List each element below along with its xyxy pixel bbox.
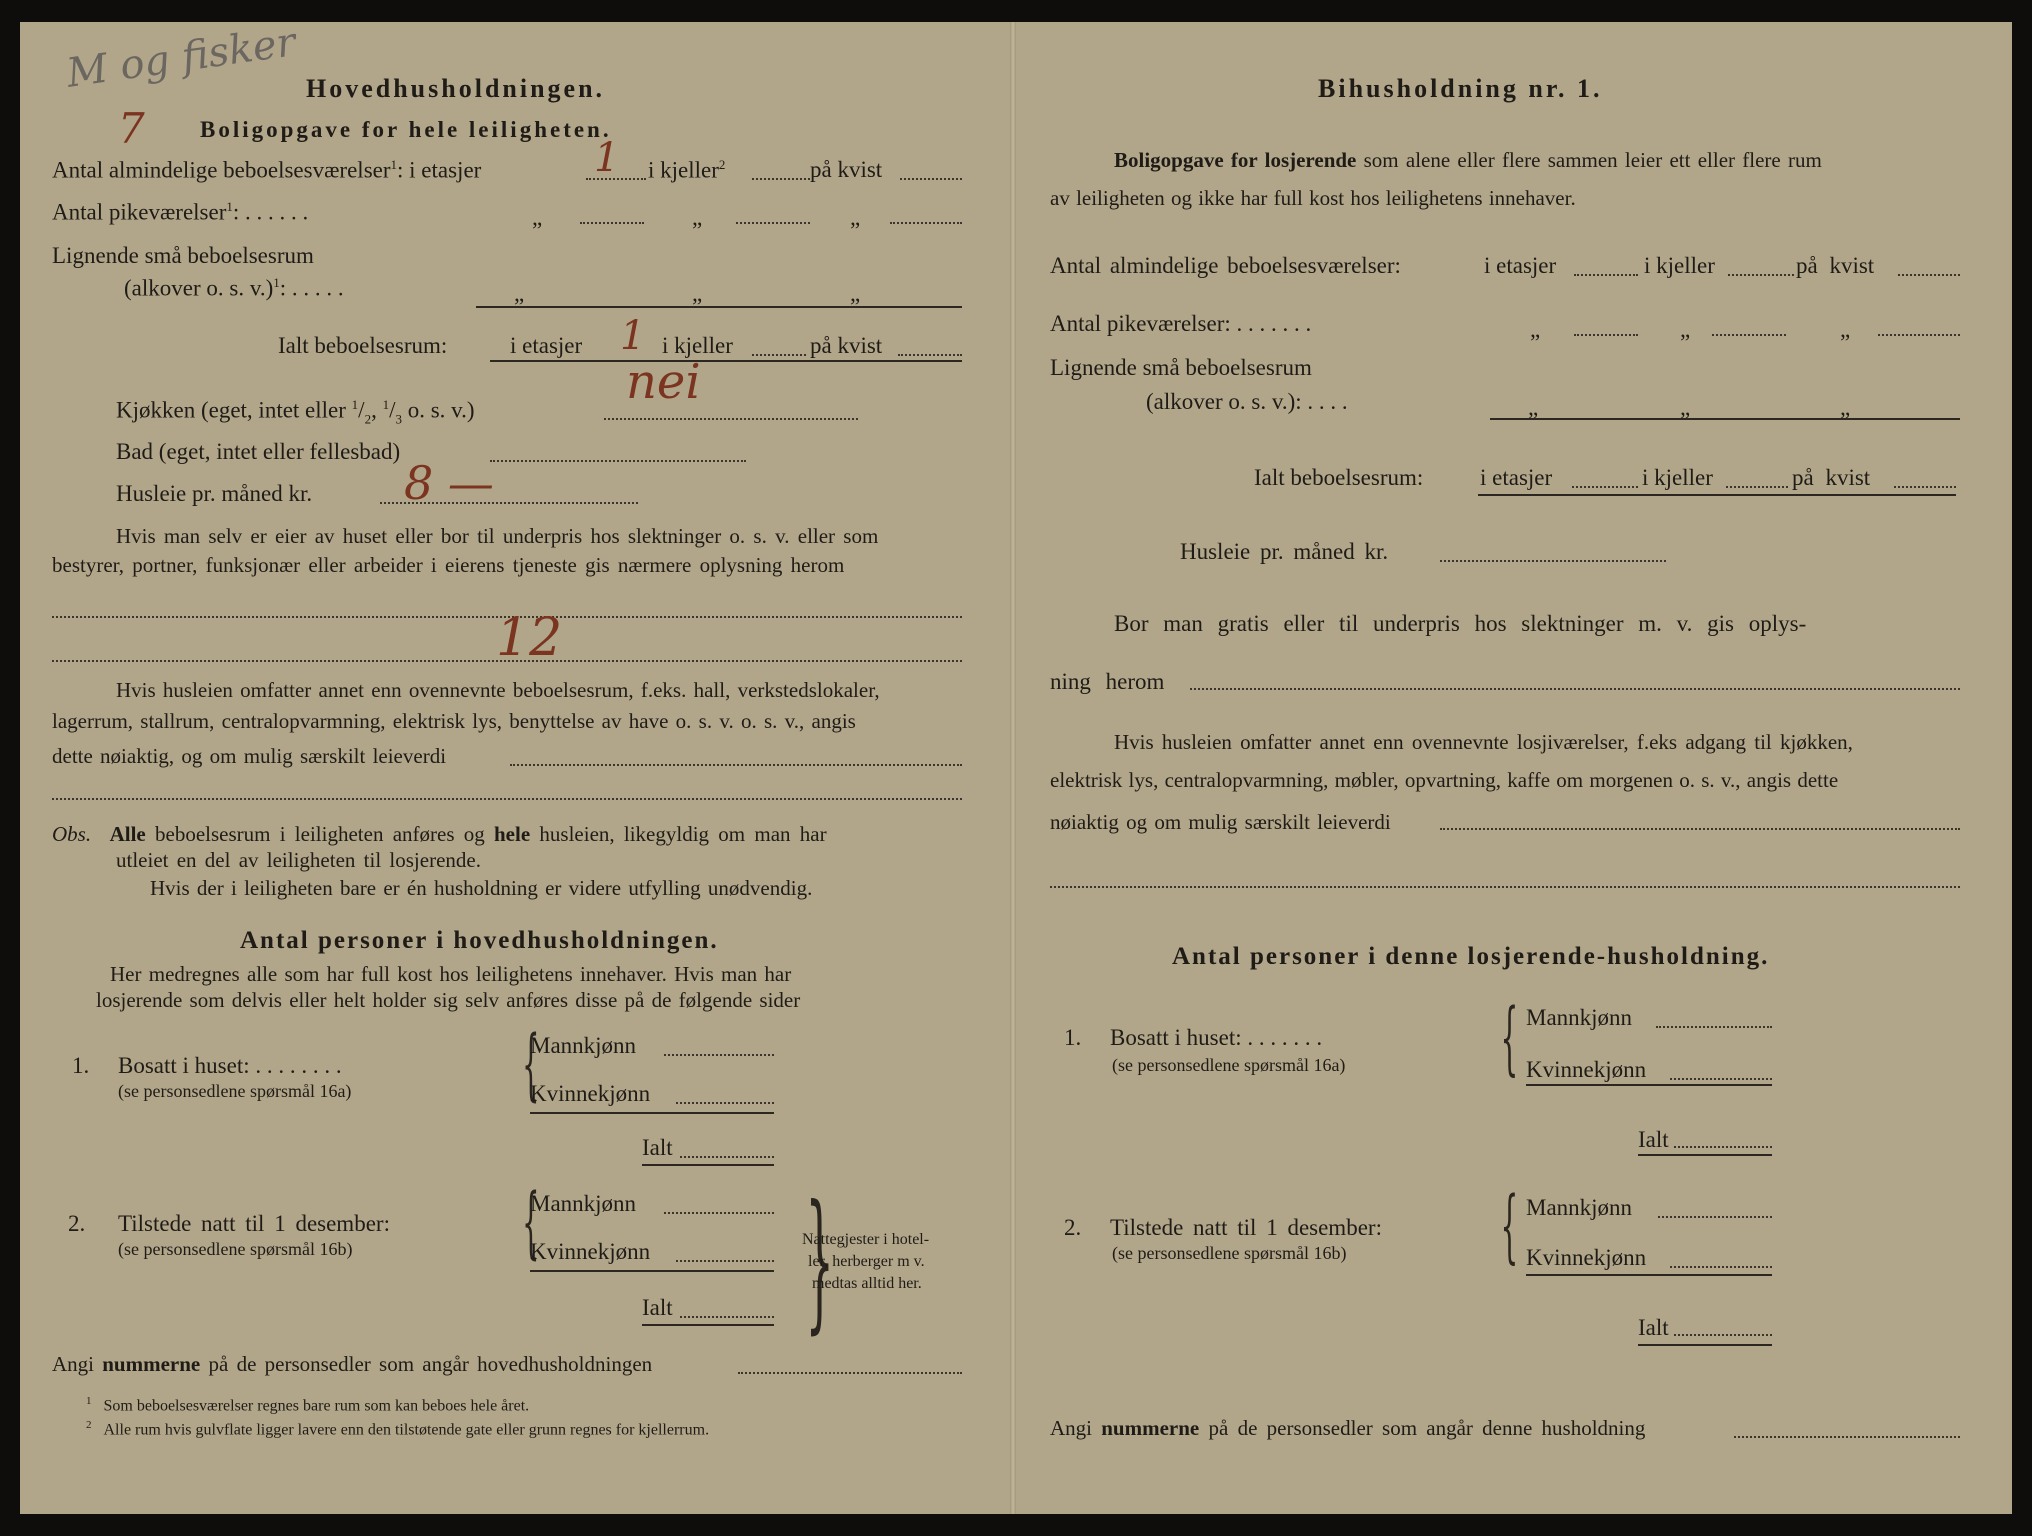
r-small-rooms-sublabel: (alkover o. s. v.): . . . . xyxy=(1146,389,1348,414)
r-q1-male-label: Mannkjønn xyxy=(1526,1005,1633,1030)
q2-male-line[interactable] xyxy=(664,1212,774,1214)
r-maid-line-3[interactable] xyxy=(1878,334,1960,336)
night-guests-brace: } xyxy=(805,1174,835,1348)
ditto-mark: „ xyxy=(692,281,703,306)
r-small-rooms-line[interactable] xyxy=(1490,418,1960,420)
q2-total-underline xyxy=(642,1324,774,1326)
r-q1-female-label: Kvinnekjønn xyxy=(1526,1057,1647,1082)
rent-value: 8 — xyxy=(404,456,494,510)
r-persons-title: Antal personer i denne losjerende-husholdning. xyxy=(1172,943,1770,970)
r-rent-label: Husleie pr. måned kr. xyxy=(1180,539,1389,564)
total-rooms-label: Ialt beboelsesrum: xyxy=(278,333,448,358)
q2-sublabel: (se personsedlene spørsmål 16b) xyxy=(118,1239,353,1259)
q2-female-underline xyxy=(530,1270,774,1272)
left-numbers-line[interactable] xyxy=(738,1372,962,1374)
lodger-intro-line-1: Boligopgave for losjerende som alene eller flere sammen leier ett eller flere rum xyxy=(1114,148,1822,172)
r-q1-total-underline xyxy=(1638,1154,1772,1156)
q2-female-line[interactable] xyxy=(676,1260,774,1262)
maid-rooms-line-3[interactable] xyxy=(890,222,962,224)
q2-label: Tilstede natt til 1 desember: xyxy=(118,1211,390,1236)
r-q2-male-label: Mannkjønn xyxy=(1526,1195,1633,1220)
ditto-mark: „ xyxy=(692,205,703,230)
q1-male-label: Mannkjønn xyxy=(530,1033,637,1058)
total-etasjer-label: i etasjer xyxy=(510,333,583,358)
q1-female-underline xyxy=(530,1112,774,1114)
lodger-intro-line-2: av leiligheten og ikke har full kost hos leilighetens innehaver. xyxy=(1050,186,1576,210)
footnote-1: $^1$ Som beboelsesværelser regnes bare rum som kan beboes hele året. xyxy=(86,1395,530,1415)
r-rooms-label: Antal almindelige beboelsesværelser: xyxy=(1050,253,1401,278)
r-q2-male-line[interactable] xyxy=(1658,1216,1772,1218)
right-numbers-label: Angi nummerne på de personsedler som angår denne husholdning xyxy=(1050,1416,1646,1440)
rooms-kjeller-label: i kjeller$^2$ xyxy=(648,157,726,183)
r-total-etasjer-line[interactable] xyxy=(1572,486,1638,488)
r-rent-line[interactable] xyxy=(1440,560,1666,562)
r-rent-includes-line-a[interactable] xyxy=(1440,828,1960,830)
r-rent-includes-line-3: nøiaktig og om mulig særskilt leieverdi xyxy=(1050,810,1391,834)
q1-label: Bosatt i huset: . . . . . . . . xyxy=(118,1053,342,1078)
r-maid-line-1[interactable] xyxy=(1574,334,1638,336)
rent-includes-line-3: dette nøiaktig, og om mulig særskilt leieverdi xyxy=(52,744,447,768)
main-household-title: Hovedhusholdningen. xyxy=(306,74,606,103)
r-rooms-etasjer-line[interactable] xyxy=(1574,274,1638,276)
total-kvist-label: på kvist xyxy=(810,333,883,358)
r-q2-total-label: Ialt xyxy=(1638,1315,1669,1340)
r-q1-number: 1. xyxy=(1064,1025,1082,1050)
r-rooms-kjeller-line[interactable] xyxy=(1728,274,1794,276)
r-q1-label: Bosatt i huset: . . . . . . . xyxy=(1110,1025,1323,1050)
q1-sublabel: (se personsedlene spørsmål 16a) xyxy=(118,1081,352,1101)
total-rooms-underline xyxy=(490,360,962,362)
main-household-subtitle: Boligopgave for hele leiligheten. xyxy=(200,117,612,142)
q2-total-line[interactable] xyxy=(680,1316,774,1318)
q2-brace: { xyxy=(522,1178,540,1268)
r-rooms-etasjer-label: i etasjer xyxy=(1484,253,1557,278)
r-total-kvist-line[interactable] xyxy=(1894,486,1956,488)
r-q1-male-line[interactable] xyxy=(1656,1026,1772,1028)
bath-label: Bad (eget, intet eller fellesbad) xyxy=(116,439,401,464)
main-persons-note-1: Her medregnes alle som har full kost hos leilighetens innehaver. Hvis man har xyxy=(110,962,792,986)
rooms-etasjer-value: 1 xyxy=(594,135,620,181)
r-q2-total-underline xyxy=(1638,1344,1772,1346)
q1-total-underline xyxy=(642,1164,774,1166)
q1-total-line[interactable] xyxy=(680,1156,774,1158)
rent-includes-line-1: Hvis husleien omfatter annet enn ovennevnte beboelsesrum, f.eks. hall, verkstedslokaler, xyxy=(116,678,880,702)
total-kvist-line[interactable] xyxy=(898,354,962,356)
bath-line[interactable] xyxy=(490,460,746,462)
r-small-rooms-label: Lignende små beboelsesrum xyxy=(1050,355,1312,380)
owner-info-line-2: bestyrer, portner, funksjonær eller arbeider i eierens tjeneste gis nærmere oplysning herom xyxy=(52,553,845,577)
r-total-kvist-label: på kvist xyxy=(1792,465,1871,490)
ditto-mark: „ xyxy=(532,205,543,230)
kitchen-value: nei xyxy=(626,354,701,410)
obs-line-3: Hvis der i leiligheten bare er én husholdning er videre utfylling unødvendig. xyxy=(150,876,813,900)
kitchen-line[interactable] xyxy=(604,418,858,420)
footnote-2: $^2$ Alle rum hvis gulvflate ligger lavere enn den tilstøtende gate eller grunn regnes for kjellerrum. xyxy=(86,1419,710,1439)
owner-info-line-1: Hvis man selv er eier av huset eller bor til underpris hos slektninger o. s. v. eller som xyxy=(116,524,879,548)
r-q2-total-line[interactable] xyxy=(1674,1334,1772,1336)
page-fold xyxy=(1010,22,1016,1514)
rooms-kvist-line[interactable] xyxy=(900,178,962,180)
ditto-mark: „ xyxy=(1528,395,1539,420)
ditto-mark: „ xyxy=(1530,317,1541,342)
owner-info-line-b[interactable] xyxy=(52,660,962,662)
r-total-underline xyxy=(1478,494,1956,496)
r-rent-includes-line-2: elektrisk lys, centralopvarmning, møbler, opvartning, kaffe om morgenen o. s. v., angis dette xyxy=(1050,768,1839,792)
left-numbers-label: Angi nummerne på de personsedler som angår hovedhusholdningen xyxy=(52,1352,653,1376)
q1-female-line[interactable] xyxy=(676,1102,774,1104)
r-maid-rooms-label: Antal pikeværelser: . . . . . . . xyxy=(1050,311,1312,336)
r-rooms-kvist-line[interactable] xyxy=(1898,274,1960,276)
r-q2-label: Tilstede natt til 1 desember: xyxy=(1110,1215,1382,1240)
small-rooms-line[interactable] xyxy=(476,306,962,308)
main-persons-title: Antal personer i hovedhusholdningen. xyxy=(240,927,719,954)
r-q2-female-underline xyxy=(1526,1274,1772,1276)
r-q1-female-line[interactable] xyxy=(1670,1078,1772,1080)
r-q2-number: 2. xyxy=(1064,1215,1082,1240)
ditto-mark: „ xyxy=(1840,395,1851,420)
r-maid-line-2[interactable] xyxy=(1712,334,1786,336)
total-etasjer-value: 1 xyxy=(620,313,646,359)
rooms-kjeller-line[interactable] xyxy=(752,178,810,180)
owner-info-value: 12 xyxy=(496,608,563,668)
r-rent-includes-line-b[interactable] xyxy=(1050,886,1960,888)
q1-brace: { xyxy=(522,1020,540,1110)
r-q1-sublabel: (se personsedlene spørsmål 16a) xyxy=(1112,1055,1346,1075)
maid-rooms-line-2[interactable] xyxy=(736,222,810,224)
main-persons-note-2: losjerende som delvis eller helt holder sig selv anføres disse på de følgende sider xyxy=(96,988,801,1012)
r-q1-total-line[interactable] xyxy=(1674,1146,1772,1148)
obs-line-1: Obs. Alle beboelsesrum i leiligheten anføres og hele husleien, likegyldig om man har xyxy=(52,822,827,846)
q2-male-label: Mannkjønn xyxy=(530,1191,637,1216)
r-gratis-line-1: Bor man gratis eller til underpris hos slektninger m. v. gis oplys- xyxy=(1114,611,1807,636)
night-guests-note-2: ler, herberger m v. xyxy=(808,1253,925,1270)
r-rooms-kvist-label: på kvist xyxy=(1796,253,1875,278)
r-q1-total-label: Ialt xyxy=(1638,1127,1669,1152)
sub-household-title: Bihusholdning nr. 1. xyxy=(1318,74,1603,103)
ditto-mark: „ xyxy=(1680,317,1691,342)
night-guests-note-3: medtas alltid her. xyxy=(812,1275,922,1292)
total-kjeller-line[interactable] xyxy=(752,354,806,356)
q2-number: 2. xyxy=(68,1211,86,1236)
ditto-mark: „ xyxy=(850,281,861,306)
r-q2-female-line[interactable] xyxy=(1670,1266,1772,1268)
handwritten-number-7: 7 xyxy=(118,104,145,153)
r-q1-brace: { xyxy=(1500,991,1519,1084)
obs-line-2: utleiet en del av leiligheten til losjerende. xyxy=(116,848,481,872)
rent-includes-line-b[interactable] xyxy=(52,798,962,800)
q1-male-line[interactable] xyxy=(664,1054,774,1056)
rent-includes-line-2: lagerrum, stallrum, centralopvarmning, elektrisk lys, benyttelse av have o. s. v. o. s. v., angis xyxy=(52,709,856,733)
night-guests-note-1: Nattegjester i hotel- xyxy=(802,1231,930,1248)
r-total-kjeller-line[interactable] xyxy=(1726,486,1788,488)
ditto-mark: „ xyxy=(1840,317,1851,342)
q1-female-label: Kvinnekjønn xyxy=(530,1081,651,1106)
r-q1-female-underline xyxy=(1526,1084,1772,1086)
r-rent-includes-line-1: Hvis husleien omfatter annet enn ovennevnte losjiværelser, f.eks adgang til kjøkken, xyxy=(1114,730,1853,754)
q1-total-label: Ialt xyxy=(642,1135,673,1160)
r-q2-female-label: Kvinnekjønn xyxy=(1526,1245,1647,1270)
ditto-mark: „ xyxy=(1680,395,1691,420)
r-total-kjeller-label: i kjeller xyxy=(1642,465,1713,490)
rent-includes-line-a[interactable] xyxy=(510,764,962,766)
q2-female-label: Kvinnekjønn xyxy=(530,1239,651,1264)
rooms-row-label: Antal almindelige beboelsesværelser$^1$: i etasjer xyxy=(52,157,482,183)
q1-number: 1. xyxy=(72,1053,90,1078)
ditto-mark: „ xyxy=(850,205,861,230)
maid-rooms-label: Antal pikeværelser$^1$: . . . . . . xyxy=(52,199,309,225)
r-total-etasjer-label: i etasjer xyxy=(1480,465,1553,490)
rooms-kvist-label: på kvist xyxy=(810,157,883,182)
r-q2-brace: { xyxy=(1500,1179,1519,1272)
right-numbers-line[interactable] xyxy=(1734,1436,1960,1438)
r-q2-sublabel: (se personsedlene spørsmål 16b) xyxy=(1112,1243,1347,1263)
r-rooms-kjeller-label: i kjeller xyxy=(1644,253,1715,278)
ditto-mark: „ xyxy=(514,281,525,306)
q2-total-label: Ialt xyxy=(642,1295,673,1320)
r-gratis-line[interactable] xyxy=(1190,688,1960,690)
small-rooms-sublabel: (alkover o. s. v.)$^1$: . . . . . xyxy=(124,275,344,301)
total-kjeller-label: i kjeller xyxy=(662,333,733,358)
handwritten-top-note: M og fisker xyxy=(63,19,299,97)
r-gratis-line-2: ning herom xyxy=(1050,669,1165,694)
rent-label: Husleie pr. måned kr. xyxy=(116,481,313,506)
r-total-rooms-label: Ialt beboelsesrum: xyxy=(1254,465,1424,490)
kitchen-label: Kjøkken (eget, intet eller $^1/_2$, $^1/_3$ o. s. v.) xyxy=(116,397,475,427)
small-rooms-label: Lignende små beboelsesrum xyxy=(52,243,314,268)
maid-rooms-line-1[interactable] xyxy=(580,222,644,224)
